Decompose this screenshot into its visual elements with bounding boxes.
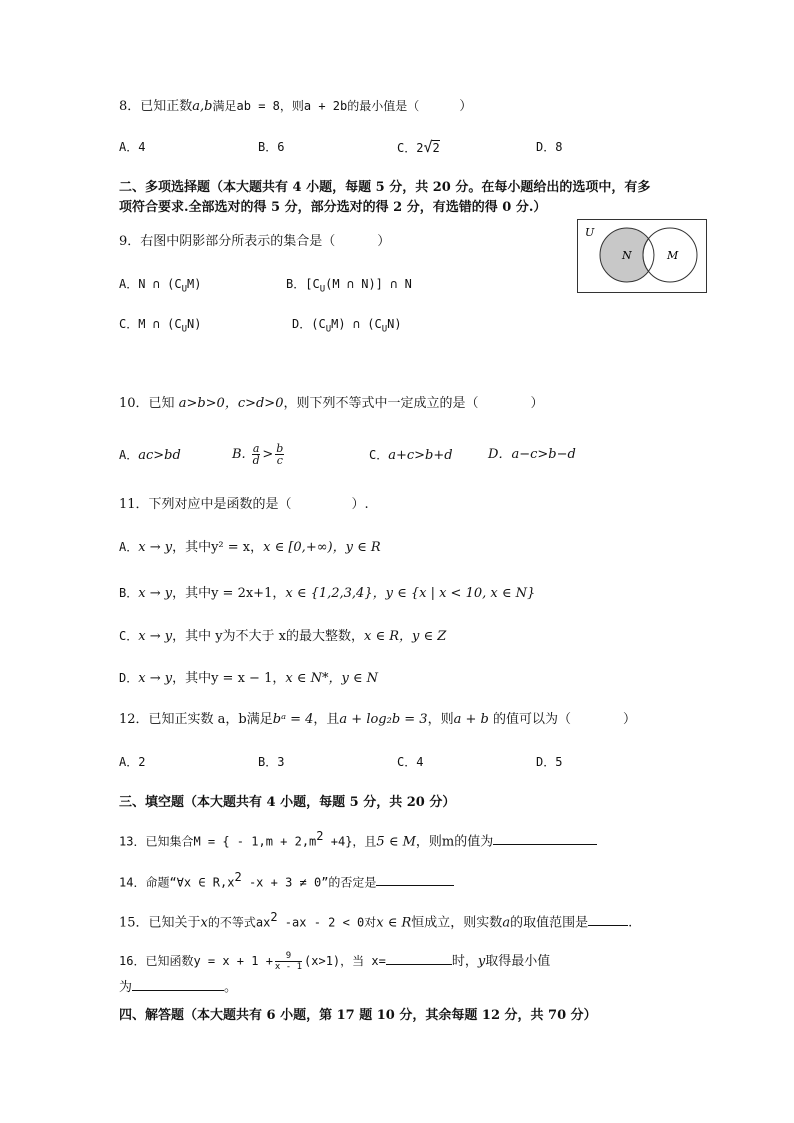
- option-label: C．: [119, 629, 139, 643]
- question-text: (x>1)，当 x=: [304, 954, 386, 968]
- question-text: 11．下列对应中是函数的是（: [119, 497, 292, 512]
- q10-option-c: [369, 446, 453, 465]
- question-text: 的值可以为（: [488, 712, 571, 727]
- question-text: 。: [224, 980, 238, 995]
- q11-option-a: [119, 538, 381, 557]
- section-4-heading: 四、解答题（本大题共有 6 小题，第 17 题 10 分，其余每题 12 分，共 70 分）: [119, 1008, 597, 1023]
- option-text: a+c>b+d: [388, 448, 453, 463]
- option-text: ，其中y² = x，: [172, 540, 264, 555]
- section-2-heading-line1: 二、多项选择题（本大题共有 4 小题，每题 5 分，共 20 分。在每小题给出的选项中，有多: [119, 180, 651, 195]
- math-condition: bᵃ = 4: [272, 712, 314, 727]
- math-condition: x ∈ R: [376, 915, 412, 931]
- option-text: ，其中 y为不大于 x的最大整数，: [172, 629, 365, 644]
- q8-option-a: A．4: [119, 140, 146, 154]
- denominator: x - 1: [274, 962, 303, 972]
- question-text: 9．右图中阴影部分所表示的集合是（: [119, 234, 336, 249]
- q12-option-c: C．4: [397, 755, 424, 769]
- superscript: 2: [234, 870, 242, 884]
- question-12: [119, 711, 636, 729]
- denominator: d: [252, 454, 260, 467]
- q11-option-b: [119, 584, 535, 603]
- question-text: 12．已知正实数 a，b满足: [119, 712, 273, 727]
- question-text: ，则: [427, 712, 454, 727]
- subscript: U: [381, 324, 388, 335]
- subscript: U: [181, 284, 187, 295]
- option-text: ，其中y = x − 1，: [172, 671, 286, 686]
- question-text: 13．已知集合M = { - 1,m + 2,m: [119, 834, 317, 849]
- q10-option-d: [488, 446, 576, 464]
- question-text: 为: [119, 980, 133, 995]
- fraction: [252, 443, 261, 466]
- question-text: 满足ab = 8，则a + 2b的最小值是（: [212, 99, 420, 113]
- venn-label-n: N: [622, 249, 632, 262]
- q8-option-d: D．8: [536, 140, 563, 154]
- mapping: x → y: [138, 540, 173, 555]
- q12-option-d: D．5: [536, 755, 563, 769]
- question-text: 的取值范围是: [510, 915, 589, 931]
- answer-blank[interactable]: [493, 830, 597, 845]
- q9-option-c: [119, 315, 201, 338]
- question-text: 取得最小值: [485, 954, 551, 969]
- q11-option-c: [119, 627, 446, 646]
- q8-option-c: [397, 138, 440, 157]
- question-text: ，则下列不等式中一定成立的是（: [283, 396, 479, 411]
- option-text: D．(C: [292, 317, 326, 331]
- option-text: a−c>b−d: [511, 447, 576, 462]
- question-text: 14．命题“∀x ∈ R,x: [119, 875, 235, 890]
- question-number: 8．: [119, 99, 141, 114]
- option-text: ，其中y = 2x+1，: [172, 586, 286, 601]
- subscript: U: [319, 284, 326, 295]
- q10-option-b: B. $\frac{a}{d}$ > $\frac{b}{c}$: [232, 442, 284, 467]
- question-paren: ）: [459, 99, 473, 114]
- math-expression: a + b: [453, 712, 489, 727]
- question-paren: ）: [377, 234, 391, 249]
- option-label: A．: [119, 540, 139, 554]
- fraction: [275, 951, 302, 972]
- numerator: a: [252, 442, 260, 455]
- q8-option-b: B．6: [258, 140, 285, 154]
- math-vars: a,b: [192, 99, 213, 114]
- answer-blank[interactable]: [132, 976, 224, 991]
- question-16: [119, 948, 550, 975]
- question-13: [119, 827, 597, 851]
- option-text: N): [187, 317, 202, 331]
- math-condition: a>b>0，c>d>0: [178, 396, 284, 411]
- fraction: [275, 443, 284, 466]
- subscript: U: [181, 324, 187, 335]
- option-text: x ∈ R，y ∈ Z: [364, 629, 447, 644]
- question-10: [119, 395, 544, 413]
- sqrt-icon: √: [423, 138, 433, 156]
- question-text: 的不等式ax: [207, 915, 271, 930]
- math-condition: a + log₂b = 3: [339, 712, 428, 727]
- mapping: x → y: [138, 671, 173, 686]
- question-16-cont: [119, 976, 237, 997]
- question-paren: ）: [530, 396, 544, 411]
- option-text: B．[C: [286, 277, 320, 291]
- sqrt-radicand: 2: [432, 141, 440, 155]
- section-2-heading-line2: 项符合要求.全部选对的得 5 分，部分选对的得 2 分，有选错的得 0 分.）: [119, 200, 547, 215]
- math-var: y: [477, 954, 486, 969]
- option-text: N): [387, 317, 402, 331]
- answer-blank[interactable]: [386, 950, 452, 965]
- question-paren: ）: [622, 712, 636, 727]
- math-condition: 5 ∈ M: [376, 834, 416, 850]
- mapping: x → y: [138, 629, 173, 644]
- option-label: A．: [119, 448, 139, 462]
- question-9: [119, 233, 390, 251]
- math-var: a: [502, 915, 511, 931]
- q9-option-a: [119, 275, 201, 298]
- q9-option-b: [286, 275, 412, 298]
- option-text: M): [187, 277, 202, 291]
- subscript: U: [325, 324, 332, 335]
- option-label: B.: [232, 447, 246, 462]
- q12-option-b: B．3: [258, 755, 285, 769]
- answer-blank[interactable]: [376, 871, 454, 886]
- question-paren: ）.: [351, 497, 369, 512]
- question-14: [119, 868, 454, 892]
- question-8: [119, 97, 472, 116]
- math-var: x: [200, 915, 208, 931]
- option-text: ac>bd: [138, 448, 181, 463]
- option-text: C．2: [397, 141, 424, 155]
- answer-blank[interactable]: [588, 911, 628, 926]
- q11-option-d: [119, 669, 378, 688]
- denominator: c: [276, 454, 283, 467]
- question-text: 恒成立，则实数: [411, 915, 503, 931]
- q10-option-a: [119, 446, 181, 465]
- question-text: 15．已知关于: [119, 915, 201, 931]
- superscript: 2: [316, 829, 324, 843]
- q12-option-a: A．2: [119, 755, 146, 769]
- question-text: ，且: [313, 712, 340, 727]
- question-11: [119, 496, 369, 514]
- option-text: M) ∩ (C: [331, 317, 382, 331]
- venn-label-u: U: [585, 226, 595, 239]
- option-text: A．N ∩ (C: [119, 277, 182, 291]
- venn-diagram: [577, 219, 707, 293]
- question-text: 16．已知函数y = x + 1 +: [119, 954, 273, 968]
- question-text: 已知正数: [140, 99, 193, 114]
- option-label: B．: [119, 586, 139, 600]
- question-text: ，则m的值为: [415, 834, 494, 850]
- question-text: 10．已知: [119, 396, 179, 411]
- option-text: x ∈ {1,2,3,4}，y ∈ {x | x < 10, x ∈ N}: [285, 586, 536, 601]
- numerator: 9: [275, 951, 302, 962]
- option-text: C．M ∩ (C: [119, 317, 182, 331]
- superscript: 2: [270, 910, 278, 924]
- q9-option-d: [292, 315, 402, 338]
- question-15: [119, 908, 632, 932]
- venn-label-m: M: [667, 249, 679, 262]
- question-text: .: [628, 915, 633, 931]
- option-label: C．: [369, 448, 389, 462]
- question-text: -x + 3 ≠ 0”的否定是: [241, 875, 377, 890]
- option-label: D．: [119, 671, 139, 685]
- question-text: +4}，且: [323, 834, 377, 849]
- question-text: -ax - 2 < 0对: [277, 915, 377, 930]
- option-text: x ∈ N*，y ∈ N: [285, 671, 379, 686]
- option-text: (M ∩ N)] ∩ N: [325, 277, 412, 291]
- option-label: D．: [488, 447, 512, 462]
- section-3-heading: 三、填空题（本大题共有 4 小题，每题 5 分，共 20 分）: [119, 795, 456, 810]
- numerator: b: [276, 442, 284, 455]
- question-text: 时，: [451, 954, 478, 969]
- option-text: x ∈ [0,+∞)，y ∈ R: [263, 540, 381, 555]
- mapping: x → y: [138, 586, 173, 601]
